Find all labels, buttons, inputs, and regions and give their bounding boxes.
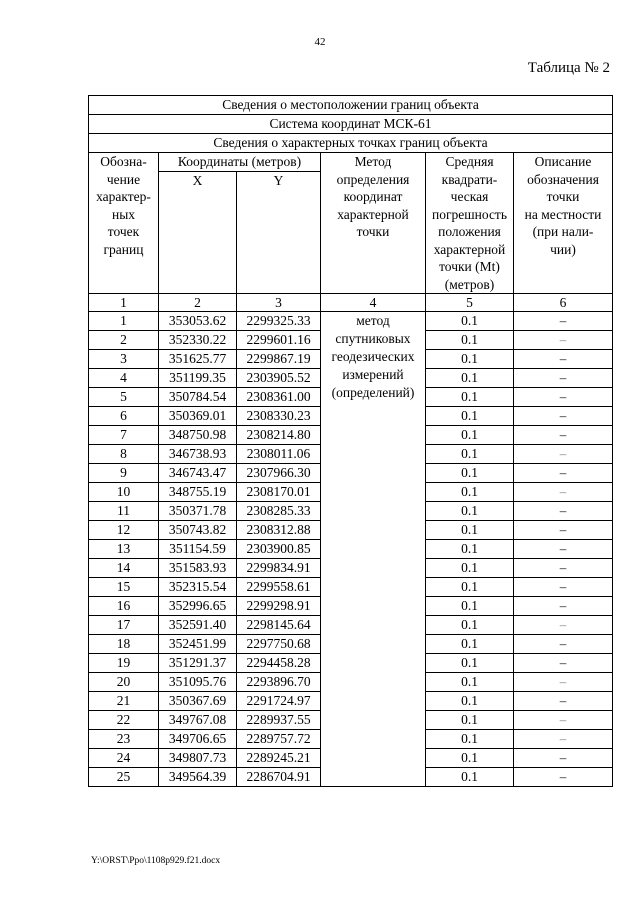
coordinate-x: 349564.39 [159, 768, 237, 787]
mean-square-error: 0.1 [426, 388, 514, 407]
coordinate-x: 351095.76 [159, 673, 237, 692]
table-title-location: Сведения о местоположении границ объекта [89, 96, 613, 115]
point-description: – [514, 711, 613, 730]
mean-square-error: 0.1 [426, 654, 514, 673]
coordinate-y: 2289757.72 [237, 730, 321, 749]
coordinate-x: 348755.19 [159, 483, 237, 502]
point-number: 6 [89, 407, 159, 426]
page-number: 42 [314, 36, 326, 48]
mean-square-error: 0.1 [426, 749, 514, 768]
coordinate-x: 349706.65 [159, 730, 237, 749]
coordinate-y: 2308011.06 [237, 445, 321, 464]
point-description: – [514, 369, 613, 388]
point-description: – [514, 407, 613, 426]
coordinate-y: 2308330.23 [237, 407, 321, 426]
point-description: – [514, 654, 613, 673]
footer-file-path: Y:\ORST\Ppo\1108p929.f21.docx [91, 856, 221, 866]
coordinate-y: 2286704.91 [237, 768, 321, 787]
coordinate-x: 351625.77 [159, 350, 237, 369]
mean-square-error: 0.1 [426, 407, 514, 426]
point-number: 8 [89, 445, 159, 464]
mean-square-error: 0.1 [426, 578, 514, 597]
coordinate-y: 2299601.16 [237, 331, 321, 350]
point-description: – [514, 445, 613, 464]
coordinate-y: 2307966.30 [237, 464, 321, 483]
point-number: 22 [89, 711, 159, 730]
point-description: – [514, 540, 613, 559]
header-x: X [159, 172, 237, 294]
point-description: – [514, 692, 613, 711]
header-y: Y [237, 172, 321, 294]
column-number: 3 [237, 294, 321, 312]
mean-square-error: 0.1 [426, 369, 514, 388]
coordinate-y: 2308170.01 [237, 483, 321, 502]
coordinate-x: 348750.98 [159, 426, 237, 445]
coordinate-y: 2289245.21 [237, 749, 321, 768]
coordinate-y: 2289937.55 [237, 711, 321, 730]
mean-square-error: 0.1 [426, 616, 514, 635]
point-description: – [514, 312, 613, 331]
coordinate-y: 2308361.00 [237, 388, 321, 407]
point-description: – [514, 730, 613, 749]
point-description: – [514, 559, 613, 578]
mean-square-error: 0.1 [426, 730, 514, 749]
mean-square-error: 0.1 [426, 464, 514, 483]
mean-square-error: 0.1 [426, 597, 514, 616]
table-title-coordinate-system: Система координат МСК-61 [89, 115, 613, 134]
point-number: 19 [89, 654, 159, 673]
point-number: 16 [89, 597, 159, 616]
coordinate-x: 350367.69 [159, 692, 237, 711]
point-description: – [514, 464, 613, 483]
point-number: 14 [89, 559, 159, 578]
column-number: 6 [514, 294, 613, 312]
point-number: 9 [89, 464, 159, 483]
point-number: 15 [89, 578, 159, 597]
point-description: – [514, 483, 613, 502]
coordinate-x: 351291.37 [159, 654, 237, 673]
point-number: 5 [89, 388, 159, 407]
coordinate-y: 2299558.61 [237, 578, 321, 597]
point-number: 11 [89, 502, 159, 521]
mean-square-error: 0.1 [426, 521, 514, 540]
point-description: – [514, 673, 613, 692]
coordinate-x: 346743.47 [159, 464, 237, 483]
mean-square-error: 0.1 [426, 331, 514, 350]
header-description: Описание обозначения точки на местности (при нали- чии) [514, 153, 613, 294]
header-coordinates: Координаты (метров) [159, 153, 321, 172]
coordinate-x: 351199.35 [159, 369, 237, 388]
point-number: 21 [89, 692, 159, 711]
coordinate-y: 2303905.52 [237, 369, 321, 388]
coordinate-x: 349767.08 [159, 711, 237, 730]
coordinate-x: 353053.62 [159, 312, 237, 331]
coordinate-y: 2308285.33 [237, 502, 321, 521]
point-description: – [514, 597, 613, 616]
coordinate-x: 352315.54 [159, 578, 237, 597]
coordinate-y: 2299298.91 [237, 597, 321, 616]
coordinate-x: 349807.73 [159, 749, 237, 768]
point-description: – [514, 749, 613, 768]
column-number: 2 [159, 294, 237, 312]
mean-square-error: 0.1 [426, 673, 514, 692]
method-description: метод спутниковых геодезических измерений (определений) [321, 312, 426, 787]
point-number: 7 [89, 426, 159, 445]
coordinate-x: 350743.82 [159, 521, 237, 540]
coordinate-x: 352451.99 [159, 635, 237, 654]
coordinate-y: 2297750.68 [237, 635, 321, 654]
point-number: 25 [89, 768, 159, 787]
point-description: – [514, 578, 613, 597]
boundary-points-table [88, 95, 613, 787]
column-number: 4 [321, 294, 426, 312]
point-number: 17 [89, 616, 159, 635]
coordinate-y: 2294458.28 [237, 654, 321, 673]
mean-square-error: 0.1 [426, 559, 514, 578]
coordinate-x: 352591.40 [159, 616, 237, 635]
point-number: 4 [89, 369, 159, 388]
mean-square-error: 0.1 [426, 692, 514, 711]
coordinate-x: 350369.01 [159, 407, 237, 426]
coordinate-y: 2299834.91 [237, 559, 321, 578]
mean-square-error: 0.1 [426, 483, 514, 502]
coordinate-y: 2308312.88 [237, 521, 321, 540]
coordinate-y: 2291724.97 [237, 692, 321, 711]
column-number: 5 [426, 294, 514, 312]
mean-square-error: 0.1 [426, 540, 514, 559]
coordinate-y: 2293896.70 [237, 673, 321, 692]
point-description: – [514, 350, 613, 369]
coordinate-x: 346738.93 [159, 445, 237, 464]
coordinate-y: 2303900.85 [237, 540, 321, 559]
mean-square-error: 0.1 [426, 711, 514, 730]
header-method: Метод определения координат характерной точки [321, 153, 426, 294]
point-description: – [514, 388, 613, 407]
coordinate-x: 350784.54 [159, 388, 237, 407]
coordinate-x: 351583.93 [159, 559, 237, 578]
coordinate-y: 2298145.64 [237, 616, 321, 635]
coordinate-x: 352996.65 [159, 597, 237, 616]
mean-square-error: 0.1 [426, 768, 514, 787]
coordinate-y: 2299867.19 [237, 350, 321, 369]
point-description: – [514, 331, 613, 350]
point-number: 12 [89, 521, 159, 540]
table-title-points: Сведения о характерных точках границ объекта [89, 134, 613, 153]
point-number: 24 [89, 749, 159, 768]
mean-square-error: 0.1 [426, 426, 514, 445]
point-description: – [514, 635, 613, 654]
coordinate-y: 2299325.33 [237, 312, 321, 331]
coordinate-y: 2308214.80 [237, 426, 321, 445]
mean-square-error: 0.1 [426, 502, 514, 521]
point-description: – [514, 616, 613, 635]
mean-square-error: 0.1 [426, 445, 514, 464]
coordinate-x: 350371.78 [159, 502, 237, 521]
mean-square-error: 0.1 [426, 635, 514, 654]
point-number: 18 [89, 635, 159, 654]
coordinate-x: 351154.59 [159, 540, 237, 559]
point-number: 23 [89, 730, 159, 749]
point-number: 1 [89, 312, 159, 331]
point-description: – [514, 426, 613, 445]
point-number: 20 [89, 673, 159, 692]
coordinate-x: 352330.22 [159, 331, 237, 350]
point-description: – [514, 521, 613, 540]
point-number: 2 [89, 331, 159, 350]
header-designation: Обозна- чение характер- ных точек границ [89, 153, 159, 294]
point-number: 13 [89, 540, 159, 559]
mean-square-error: 0.1 [426, 312, 514, 331]
point-description: – [514, 768, 613, 787]
table-label: Таблица № 2 [527, 60, 610, 76]
mean-square-error: 0.1 [426, 350, 514, 369]
point-number: 10 [89, 483, 159, 502]
table-row [89, 312, 613, 331]
point-description: – [514, 502, 613, 521]
column-number: 1 [89, 294, 159, 312]
header-error: Средняя квадрати- ческая погрешность положения характерной точки (Mt) (метров) [426, 153, 514, 294]
point-number: 3 [89, 350, 159, 369]
